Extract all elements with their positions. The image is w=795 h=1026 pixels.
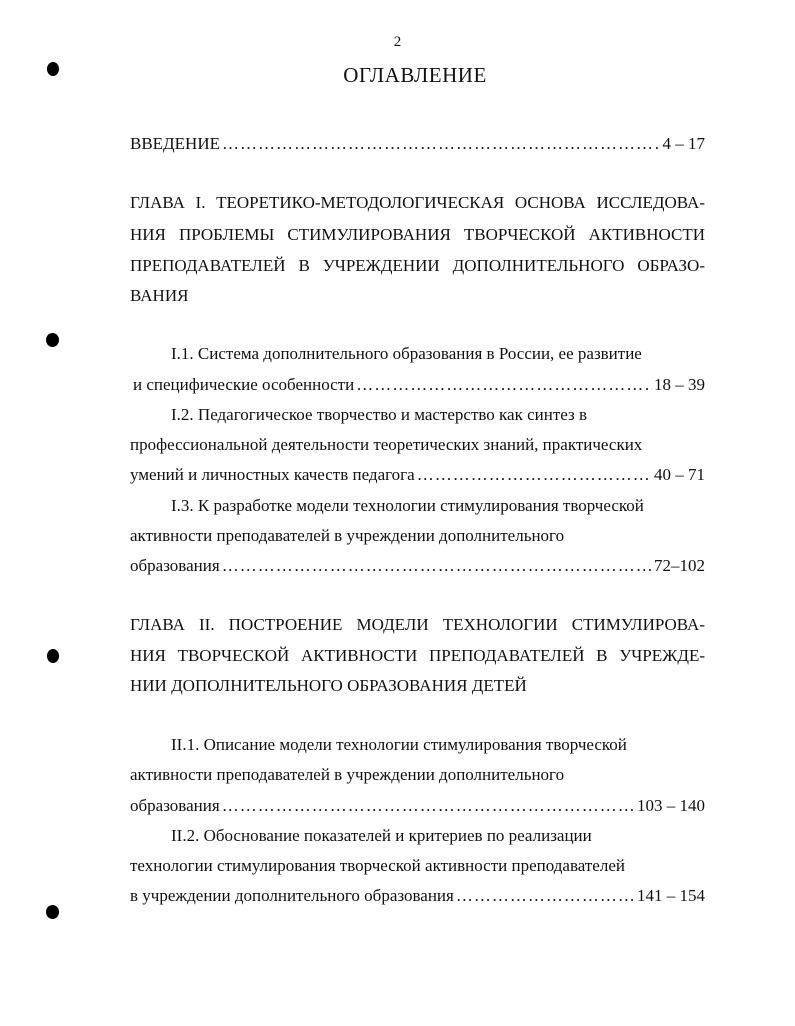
page-number: 2	[393, 34, 402, 50]
toc-entry-label: умений и личностных качеств педагога	[130, 465, 415, 484]
dot-leader	[222, 796, 635, 816]
toc-entry-label: ВВЕДЕНИЕ	[130, 134, 220, 153]
toc-entry-label: образования	[130, 796, 220, 815]
toc-entry-pages: 103 – 140	[637, 796, 705, 815]
toc-entry-pages: 18 – 39	[654, 375, 705, 394]
toc-entry-introduction	[130, 134, 705, 154]
chapter-heading-line: НИИ ДОПОЛНИТЕЛЬНОГО ОБРАЗОВАНИЯ ДЕТЕЙ	[130, 676, 527, 695]
section-leader-line	[130, 796, 705, 816]
chapter-heading-line: ГЛАВА I. ТЕОРЕТИКО-МЕТОДОЛОГИЧЕСКАЯ ОСНОВА ИССЛЕДОВА-	[130, 193, 705, 212]
page-title: ОГЛАВЛЕНИЕ	[343, 63, 487, 87]
toc-entry-pages: 40 – 71	[654, 465, 705, 484]
section-leader-line	[130, 465, 705, 485]
section-title-line: технологии стимулирования творческой активности преподавателей	[130, 856, 625, 875]
section-leader-line	[130, 886, 705, 906]
section-title-line: активности преподавателей в учреждении дополнительного	[130, 526, 565, 545]
section-title-line: I.1. Система дополнительного образования в России, ее развитие	[171, 344, 642, 363]
binding-hole-mark	[46, 333, 59, 347]
chapter-heading-line: ГЛАВА II. ПОСТРОЕНИЕ МОДЕЛИ ТЕХНОЛОГИИ СТИМУЛИРОВА-	[130, 615, 705, 634]
chapter-heading-line: НИЯ ПРОБЛЕМЫ СТИМУЛИРОВАНИЯ ТВОРЧЕСКОЙ АКТИВНОСТИ	[130, 225, 705, 244]
section-title-line: II.2. Обоснование показателей и критериев по реализации	[171, 826, 592, 845]
binding-hole-mark	[46, 905, 59, 919]
section-leader-line	[133, 375, 705, 395]
section-title-line: I.2. Педагогическое творчество и мастерство как синтез в	[171, 405, 588, 424]
section-title-line: I.3. К разработке модели технологии стимулирования творческой	[171, 496, 644, 515]
binding-hole-mark	[47, 649, 59, 663]
dot-leader	[417, 465, 652, 485]
section-title-line: профессиональной деятельности теоретических знаний, практических	[130, 435, 643, 454]
chapter-heading-line: НИЯ ТВОРЧЕСКОЙ АКТИВНОСТИ ПРЕПОДАВАТЕЛЕЙ В УЧРЕЖДЕ-	[130, 646, 705, 665]
toc-entry-label: образования	[130, 556, 220, 575]
toc-entry-pages: 141 – 154	[637, 886, 705, 905]
chapter-heading-line: ПРЕПОДАВАТЕЛЕЙ В УЧРЕЖДЕНИИ ДОПОЛНИТЕЛЬНОГО ОБРАЗО-	[130, 256, 705, 275]
toc-entry-pages: 72–102	[654, 556, 705, 575]
chapter-heading-line: ВАНИЯ	[130, 286, 189, 305]
section-leader-line	[130, 556, 705, 576]
dot-leader	[222, 134, 661, 154]
dot-leader	[456, 886, 635, 906]
toc-entry-label: и специфические особенности	[133, 375, 355, 394]
toc-entry-label: в учреждении дополнительного образования	[130, 886, 454, 905]
toc-entry-pages: 4 – 17	[662, 134, 705, 153]
section-title-line: II.1. Описание модели технологии стимулирования творческой	[171, 735, 627, 754]
section-title-line: активности преподавателей в учреждении дополнительного	[130, 765, 565, 784]
binding-hole-mark	[47, 62, 59, 76]
dot-leader	[222, 556, 652, 576]
dot-leader	[356, 375, 652, 395]
